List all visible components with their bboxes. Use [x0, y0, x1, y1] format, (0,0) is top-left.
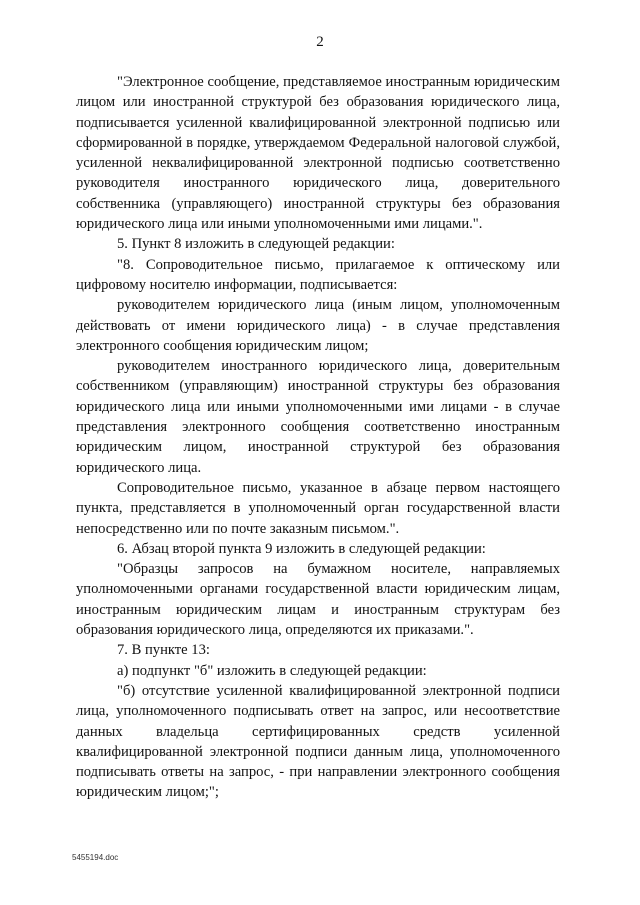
paragraph: 6. Абзац второй пункта 9 изложить в следующей редакции: — [117, 540, 486, 557]
paragraph: Сопроводительное письмо, указанное в абзаце первом настоящего пункта, представляется в уполномоченный орган государственной власти непосредственно или по почте заказным письмом.". — [76, 479, 560, 537]
paragraph: "б) отсутствие усиленной квалифицированной электронной подписи лица, уполномоченного подписывать ответ на запрос, или несоответствие данных владельца сертифицированных средств усиленной квалифицированной электронной подписи данным лица, уполномоченного подписывать ответы на запрос, - при направлении электронного сообщения юридическим лицом;"; — [76, 682, 560, 801]
page-number: 2 — [316, 34, 324, 50]
paragraph: руководителем юридического лица (иным лицом, уполномоченным действовать от имени юридического лица) - в случае представления электронного сообщения юридическим лицом; — [76, 297, 560, 354]
footer-document-code: 5455194.doc — [72, 853, 119, 862]
paragraph: "Образцы запросов на бумажном носителе, направляемых уполномоченными органами государственной власти юридическим лицам, иностранным юридическим лицам и иностранным структурам без образования юридического лица, определяются их приказами.". — [76, 561, 560, 639]
paragraph: 7. В пункте 13: — [117, 642, 210, 659]
paragraph: "8. Сопроводительное письмо, прилагаемое к оптическому или цифровому носителю информации, подписывается: — [76, 256, 560, 293]
paragraph: 5. Пункт 8 изложить в следующей редакции: — [117, 236, 395, 253]
paragraph: руководителем иностранного юридического лица, доверительным собственником (управляющим) иностранной структуры без образования юридического лица или иными уполномоченными ими лицами - в случае представления электронного сообщения соответственно иностранным юридическим лицом, иностранной структурой без образования юридического лица. — [76, 358, 560, 476]
document-body — [76, 72, 560, 803]
paragraph: а) подпункт "б" изложить в следующей редакции: — [117, 662, 427, 679]
paragraph: "Электронное сообщение, представляемое иностранным юридическим лицом или иностранной структурой без образования юридического лица, подписывается усиленной квалифицированной электронной подписью или сформированной в порядке, утверждаемом Федеральной налоговой службой, усиленной неквалифицированной электронной подписью соответственно руководителя иностранного юридического лица, доверительного собственника (управляющего) иностранной структуры без образования юридического лица или иными уполномоченными ими лицами.". — [76, 74, 560, 233]
